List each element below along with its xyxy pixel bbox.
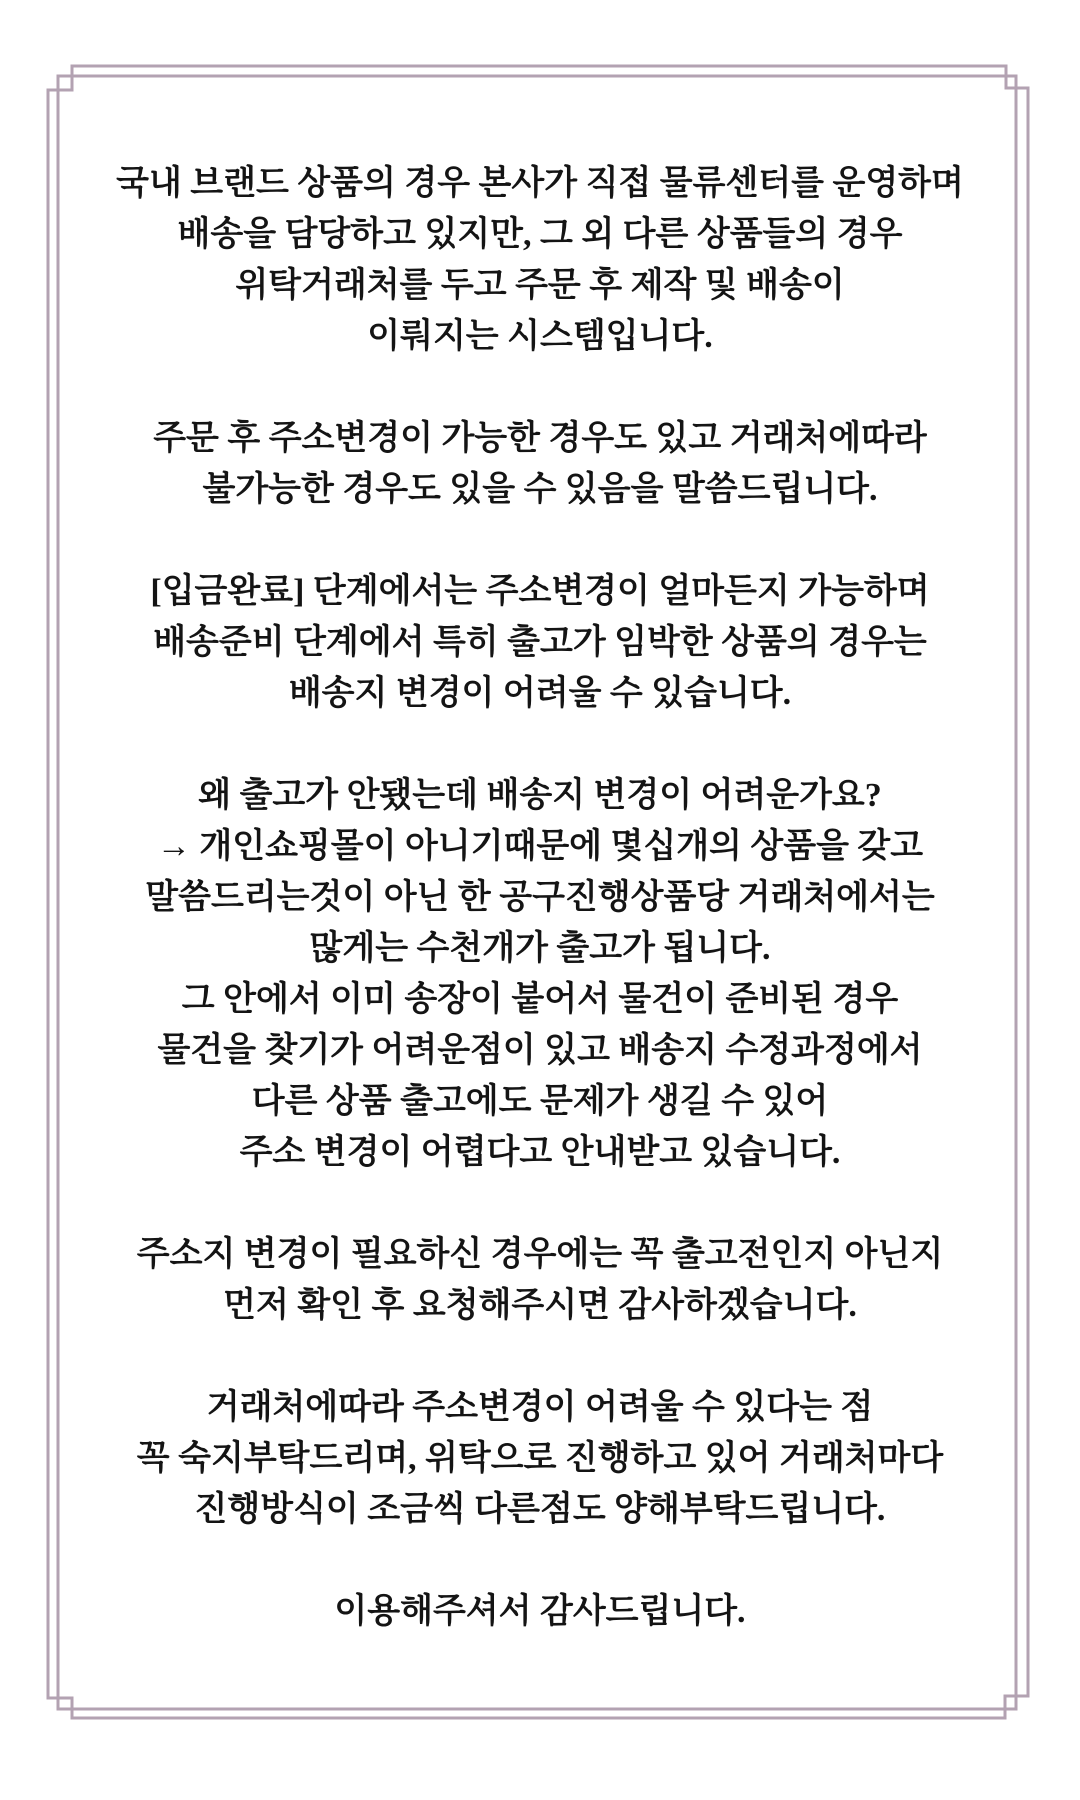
text-line: 이뤄지는 시스템입니다. (367, 318, 713, 355)
text-line: 불가능한 경우도 있을 수 있음을 말씀드립니다. (202, 471, 878, 508)
text-line: 다른 상품 출고에도 문제가 생길 수 있어 (251, 1083, 829, 1120)
text-line: 꼭 숙지부탁드리며, 위탁으로 진행하고 있어 거래처마다 (136, 1440, 944, 1477)
paragraph (0, 158, 1080, 362)
text-line: 배송을 담당하고 있지만, 그 외 다른 상품들의 경우 (177, 216, 903, 253)
text-line: 거래처에따라 주소변경이 어려울 수 있다는 점 (206, 1389, 874, 1426)
text-line: 물건을 찾기가 어려운점이 있고 배송지 수정과정에서 (157, 1032, 923, 1069)
text-line: 말씀드리는것이 아닌 한 공구진행상품당 거래처에서는 (145, 879, 935, 916)
text-line: 진행방식이 조금씩 다른점도 양해부탁드립니다. (194, 1491, 886, 1528)
paragraph (0, 1229, 1080, 1331)
text-line: 많게는 수천개가 출고가 됩니다. (309, 930, 771, 967)
paragraph (0, 1382, 1080, 1535)
paragraph (0, 1586, 1080, 1637)
text-line: 배송지 변경이 어려울 수 있습니다. (288, 675, 792, 712)
paragraph (0, 770, 1080, 1178)
text-line: → 개인쇼핑몰이 아니기때문에 몇십개의 상품을 갖고 (156, 828, 924, 865)
paragraph (0, 413, 1080, 515)
text-line: 먼저 확인 후 요청해주시면 감사하겠습니다. (223, 1287, 857, 1324)
text-line: 그 안에서 이미 송장이 붙어서 물건이 준비된 경우 (181, 981, 899, 1018)
text-line: [입금완료] 단계에서는 주소변경이 얼마든지 가능하며 (150, 573, 930, 610)
text-line: 주소지 변경이 필요하신 경우에는 꼭 출고전인지 아닌지 (136, 1236, 944, 1273)
text-line: 이용해주셔서 감사드립니다. (334, 1593, 746, 1630)
text-line: 주문 후 주소변경이 가능한 경우도 있고 거래처에따라 (153, 420, 927, 457)
text-line: 국내 브랜드 상품의 경우 본사가 직접 물류센터를 운영하며 (116, 165, 964, 202)
text-line: 배송준비 단계에서 특히 출고가 임박한 상품의 경우는 (153, 624, 927, 661)
text-line: 왜 출고가 안됐는데 배송지 변경이 어려운가요? (198, 777, 882, 814)
paragraph (0, 566, 1080, 719)
text-line: 위탁거래처를 두고 주문 후 제작 및 배송이 (235, 267, 845, 304)
text-line: 주소 변경이 어렵다고 안내받고 있습니다. (239, 1134, 841, 1171)
